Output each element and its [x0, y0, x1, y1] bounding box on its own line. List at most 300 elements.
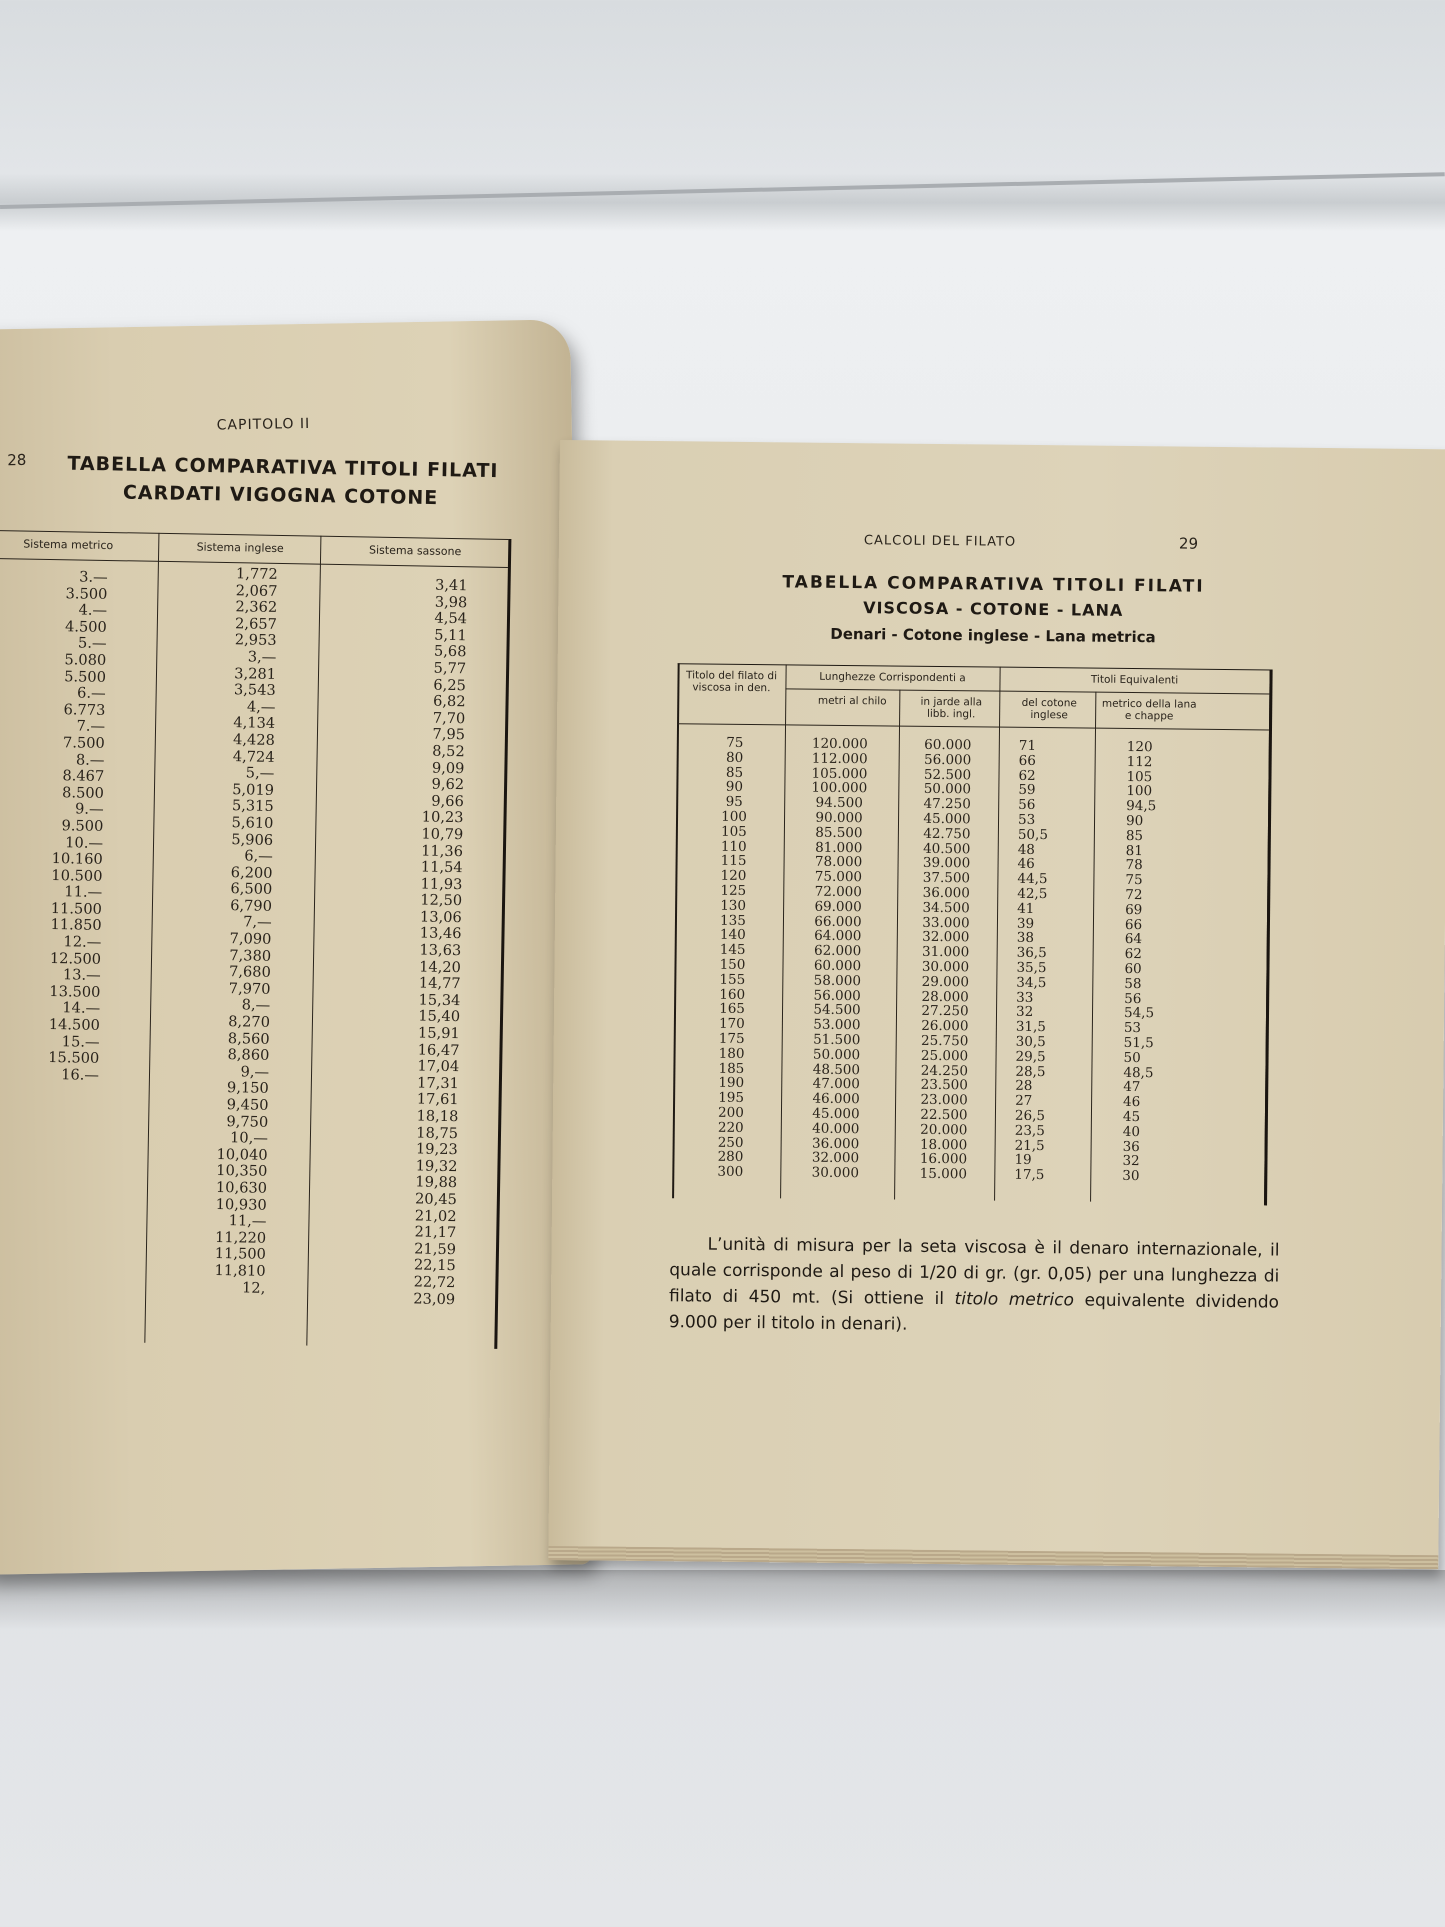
- table-cell: 23.000: [920, 1091, 968, 1109]
- table-cell: 11,93: [420, 875, 463, 893]
- table-cell: 50,5: [1017, 826, 1049, 843]
- col-header-inglese: Sistema inglese: [196, 540, 284, 556]
- table-cell: 4,134: [233, 714, 276, 733]
- column-divider: [306, 536, 321, 1346]
- table-cell: 26.000: [921, 1017, 969, 1035]
- backdrop-edge: [0, 172, 1445, 209]
- col-header-titoli-equivalenti: Titoli Equivalenti: [1090, 673, 1179, 687]
- table-cell: 2,067: [235, 581, 278, 600]
- table-cell: 59: [1018, 782, 1036, 799]
- table-cell: 27: [1015, 1092, 1033, 1110]
- table-cell: 54,5: [1123, 1005, 1155, 1022]
- table-cell: 17,04: [417, 1057, 460, 1076]
- table-cell: 30.000: [811, 1164, 860, 1182]
- table-cell: 60.000: [924, 736, 972, 754]
- table-cell: 9,450: [226, 1096, 269, 1114]
- table-cell: 23.500: [920, 1077, 968, 1094]
- table-cell: 33.000: [922, 914, 970, 931]
- table-cell: 53: [1123, 1020, 1142, 1037]
- table-cell: 21,17: [414, 1223, 457, 1242]
- table-cell: 300: [717, 1163, 744, 1181]
- table-cell: 36: [1122, 1138, 1140, 1155]
- table-cell: 75: [726, 734, 744, 751]
- table-cell: 8.467: [62, 767, 105, 786]
- table-cell: 33: [1016, 989, 1034, 1006]
- table-cell: 12,: [241, 1278, 266, 1297]
- right-table-subtitle: VISCOSA - COTONE - LANA: [863, 598, 1124, 620]
- right-table-title: TABELLA COMPARATIVA TITOLI FILATI: [782, 572, 1205, 597]
- table-border: [494, 539, 511, 1349]
- table-cell: 280: [717, 1149, 744, 1166]
- table-cell: 85: [1125, 827, 1144, 844]
- table-cell: 78.000: [814, 854, 863, 871]
- table-cell: 16,47: [417, 1041, 460, 1059]
- table-cell: 60.000: [813, 957, 862, 975]
- table-cell: 48: [1017, 841, 1036, 858]
- table-cell: 6,—: [244, 847, 273, 865]
- table-cell: 32: [1015, 1004, 1034, 1021]
- col-header-jarde: in jarde alla libb. ingl.: [920, 695, 983, 721]
- table-cell: 190: [718, 1075, 745, 1092]
- table-cell: 10,350: [216, 1162, 268, 1181]
- table-cell: 9.500: [61, 817, 104, 835]
- left-page-number: 28: [7, 450, 27, 470]
- table-cell: 40.000: [812, 1120, 860, 1137]
- table-cell: 40.500: [923, 840, 971, 857]
- table-cell: 10,930: [215, 1195, 267, 1214]
- table-cell: 7,090: [229, 930, 272, 948]
- table-cell: 6,25: [433, 676, 466, 694]
- column-cotone: [1002, 739, 1089, 1184]
- table-cell: 2,657: [234, 614, 278, 633]
- table-cell: 50.000: [923, 781, 972, 798]
- table-cell: 6.773: [63, 700, 106, 719]
- table-cell: 94,5: [1126, 798, 1157, 815]
- table-cell: 62: [1124, 946, 1142, 963]
- table-cell: 112: [1126, 753, 1153, 771]
- table-cell: 19,23: [415, 1140, 458, 1159]
- table-cell: 90.000: [815, 809, 863, 827]
- table-cell: 25.000: [920, 1047, 969, 1065]
- table-cell: 5,—: [245, 764, 275, 783]
- table-cell: 7,—: [242, 913, 272, 932]
- table-cell: 39: [1016, 915, 1035, 932]
- table-cell: 180: [718, 1045, 745, 1062]
- table-cell: 18,18: [416, 1107, 459, 1126]
- left-comparison-table: [0, 530, 528, 1349]
- table-cell: 15,40: [418, 1007, 461, 1026]
- table-cell: 9,66: [431, 792, 464, 810]
- table-cell: 32.000: [811, 1149, 860, 1167]
- table-cell: 15,91: [417, 1024, 460, 1043]
- table-cell: 56.000: [923, 751, 972, 769]
- right-running-header: CALCOLI DEL FILATO: [863, 533, 1017, 550]
- table-cell: 44,5: [1017, 870, 1048, 888]
- table-cell: 10,79: [421, 825, 464, 844]
- table-cell: 29.000: [921, 973, 970, 991]
- table-cell: 4.—: [78, 601, 108, 620]
- table-cell: 5,610: [231, 814, 274, 832]
- table-cell: 9,62: [431, 775, 465, 794]
- table-cell: 35,5: [1016, 959, 1047, 977]
- table-cell: 3.500: [65, 584, 108, 603]
- table-cell: 10,040: [216, 1145, 268, 1164]
- table-cell: 16.—: [61, 1066, 100, 1084]
- table-cell: 46.000: [812, 1090, 860, 1108]
- table-cell: 3,98: [434, 593, 468, 611]
- table-cell: 66.000: [814, 913, 862, 930]
- table-cell: 7.500: [62, 734, 105, 752]
- table-cell: 4,724: [232, 747, 275, 766]
- table-cell: 8,560: [227, 1029, 270, 1048]
- table-cell: 53.000: [813, 1016, 861, 1034]
- table-cell: 45.000: [923, 810, 971, 828]
- table-cell: 11,220: [214, 1228, 267, 1247]
- table-cell: 120.000: [811, 735, 868, 753]
- table-cell: 41: [1017, 900, 1035, 917]
- table-cell: 11,54: [420, 858, 463, 877]
- table-cell: 165: [719, 1001, 746, 1018]
- table-cell: 72: [1125, 886, 1143, 904]
- table-cell: 8,860: [227, 1046, 270, 1065]
- table-cell: 52.500: [923, 766, 972, 783]
- explanatory-paragraph: [669, 1231, 1280, 1341]
- table-cell: 45: [1122, 1108, 1141, 1126]
- table-cell: 17,61: [416, 1090, 459, 1109]
- table-cell: 36.000: [811, 1135, 860, 1152]
- table-cell: 20,45: [414, 1190, 458, 1209]
- col-header-titolo: Titolo del filato di viscosa in den.: [685, 669, 778, 695]
- table-cell: 11,810: [214, 1261, 266, 1280]
- table-cell: 66: [1018, 752, 1036, 769]
- col-header-lana: metrico della lana e chappe: [1101, 697, 1197, 723]
- table-cell: 9,09: [431, 759, 465, 777]
- table-cell: 140: [719, 927, 746, 944]
- paragraph-italic-term: titolo metrico: [954, 1289, 1075, 1311]
- book-shadow: [0, 1570, 1445, 1630]
- table-cell: 3,281: [234, 664, 277, 683]
- table-cell: 47.000: [812, 1076, 860, 1093]
- table-cell: 5,315: [231, 797, 274, 816]
- table-cell: 130: [720, 897, 747, 914]
- table-cell: 72.000: [814, 883, 862, 901]
- table-cell: 13,46: [419, 924, 462, 943]
- table-cell: 81: [1125, 842, 1144, 859]
- table-cell: 6,790: [230, 897, 273, 915]
- table-cell: 160: [719, 986, 746, 1003]
- table-cell: 37.500: [922, 869, 971, 887]
- paragraph-text: L’unità di misura per la seta viscosa è il denaro internazionale, il quale corrisponde al peso di 1/20 di gr. (gr. 0,05) per una lunghezza di filato di 450 mt. (Si ottiene il: [668, 1234, 1280, 1310]
- table-cell: 9.—: [74, 800, 104, 819]
- table-cell: 27.250: [921, 1003, 969, 1020]
- table-cell: 13,06: [419, 908, 462, 927]
- left-table-subtitle: CARDATI VIGOGNA COTONE: [122, 481, 439, 510]
- table-cell: 145: [719, 941, 746, 959]
- right-page: [548, 440, 1445, 1569]
- table-cell: 150: [719, 956, 746, 973]
- table-cell: 30: [1122, 1168, 1140, 1185]
- table-cell: 10.160: [51, 850, 103, 869]
- column-lana: [1122, 740, 1197, 1185]
- table-cell: 5,77: [433, 659, 467, 678]
- table-cell: 22,72: [413, 1273, 456, 1292]
- col-header-metri: metri al chilo: [817, 694, 887, 708]
- table-cell: 80: [726, 749, 744, 766]
- table-cell: 51,5: [1123, 1034, 1154, 1052]
- table-cell: 90: [725, 779, 744, 796]
- table-cell: 4,428: [232, 731, 276, 749]
- column-metri: [790, 736, 885, 1181]
- table-cell: 13.—: [62, 966, 101, 985]
- table-cell: 7,95: [432, 726, 466, 744]
- left-table-title: TABELLA COMPARATIVA TITOLI FILATI: [67, 452, 499, 483]
- table-cell: 40: [1122, 1123, 1141, 1140]
- table-cell: 4,54: [434, 609, 468, 628]
- table-cell: 85.500: [815, 824, 863, 841]
- table-cell: 71: [1018, 737, 1037, 755]
- table-cell: 50: [1123, 1049, 1141, 1066]
- table-cell: 62.000: [813, 942, 862, 960]
- table-cell: 10.—: [65, 833, 104, 852]
- table-cell: 11.—: [64, 883, 103, 902]
- table-cell: 46: [1123, 1094, 1141, 1111]
- table-cell: 12,50: [420, 891, 463, 910]
- table-cell: 135: [720, 912, 746, 929]
- table-cell: 17,31: [416, 1074, 460, 1092]
- paragraph-text-end: equivalente dividendo 9.000 per il titolo in denari).: [668, 1290, 1280, 1335]
- table-cell: 100.000: [811, 780, 868, 797]
- table-cell: 13.500: [49, 982, 101, 1001]
- column-inglese: [155, 565, 278, 1297]
- table-cell: 10,23: [421, 808, 464, 827]
- table-cell: 64: [1124, 931, 1143, 948]
- table-cell: 115: [720, 853, 747, 870]
- table-cell: 12.—: [63, 933, 102, 951]
- table-cell: 31,5: [1015, 1018, 1047, 1036]
- table-cell: 23,09: [413, 1289, 456, 1308]
- table-cell: 8.—: [75, 750, 105, 769]
- table-cell: 105: [720, 823, 747, 840]
- table-cell: 81.000: [815, 839, 863, 856]
- page-stack-edge: [548, 1546, 1438, 1569]
- table-cell: 14,20: [419, 958, 462, 976]
- table-cell: 120: [1126, 738, 1153, 756]
- table-cell: 5,906: [231, 830, 274, 849]
- table-cell: 94.500: [815, 794, 863, 812]
- table-cell: 200: [717, 1104, 744, 1121]
- col-header-metrico: Sistema metrico: [23, 537, 114, 553]
- table-cell: 11.500: [50, 899, 103, 918]
- col-header-lunghezze: Lunghezze Corrispondenti a: [819, 670, 966, 685]
- table-cell: 11,500: [214, 1245, 267, 1264]
- table-cell: 50.000: [812, 1046, 861, 1063]
- table-cell: 6,82: [432, 692, 466, 711]
- table-cell: 58.000: [813, 972, 862, 989]
- table-cell: 6,500: [230, 880, 273, 899]
- table-cell: 60: [1124, 960, 1142, 978]
- table-cell: 6,200: [230, 863, 273, 882]
- table-cell: 14,77: [418, 974, 461, 993]
- table-cell: 36.000: [922, 884, 970, 902]
- table-cell: 3,—: [247, 648, 277, 666]
- table-cell: 75: [1125, 872, 1143, 889]
- table-cell: 5,68: [433, 643, 467, 661]
- table-cell: 7,70: [432, 709, 466, 727]
- table-cell: 75.000: [814, 868, 863, 886]
- table-cell: 26,5: [1014, 1107, 1046, 1125]
- table-cell: 54.500: [813, 1002, 861, 1019]
- table-cell: 14.500: [48, 1016, 101, 1034]
- table-cell: 8,270: [228, 1013, 271, 1031]
- table-cell: 9,150: [226, 1079, 269, 1098]
- table-cell: 15.500: [48, 1049, 100, 1068]
- table-cell: 4,—: [246, 698, 276, 716]
- column-denari: [700, 736, 765, 1181]
- table-cell: 48.500: [812, 1061, 861, 1078]
- table-cell: 9,—: [240, 1063, 270, 1081]
- table-cell: 125: [720, 882, 747, 899]
- table-cell: 22,15: [413, 1256, 456, 1275]
- table-cell: 69.000: [814, 898, 862, 915]
- table-cell: 34,5: [1016, 974, 1047, 991]
- table-cell: 4.500: [64, 618, 107, 636]
- table-cell: 62: [1018, 767, 1036, 784]
- table-cell: 250: [717, 1134, 744, 1151]
- table-cell: 58: [1124, 975, 1142, 992]
- table-cell: 100: [721, 808, 748, 825]
- table-cell: 105.000: [811, 765, 868, 782]
- table-cell: 175: [718, 1030, 745, 1047]
- table-cell: 11,36: [421, 841, 464, 860]
- right-table-caption: Denari - Cotone inglese - Lana metrica: [830, 624, 1156, 647]
- table-cell: 47.250: [923, 796, 971, 813]
- table-cell: 6.—: [76, 684, 106, 703]
- table-cell: 53: [1017, 811, 1036, 828]
- right-page-number: 29: [1178, 534, 1199, 553]
- table-cell: 34.500: [922, 899, 970, 917]
- table-cell: 24.250: [920, 1062, 969, 1079]
- table-cell: 7,970: [228, 979, 271, 998]
- table-cell: 25.750: [921, 1032, 969, 1050]
- table-cell: 51.500: [813, 1031, 861, 1049]
- table-cell: 21,59: [414, 1240, 457, 1258]
- table-cell: 12.500: [49, 949, 102, 968]
- table-cell: 155: [719, 971, 746, 988]
- viscosa-comparison-table: [672, 663, 1278, 1209]
- table-cell: 195: [718, 1089, 745, 1107]
- table-cell: 69: [1125, 901, 1143, 918]
- table-cell: 21,02: [414, 1206, 457, 1225]
- table-cell: 32: [1122, 1153, 1140, 1170]
- table-cell: 47: [1123, 1079, 1141, 1096]
- table-cell: 8,52: [432, 742, 465, 761]
- table-cell: 170: [718, 1015, 745, 1033]
- table-cell: 13,63: [419, 941, 462, 960]
- table-cell: 5,019: [232, 780, 275, 799]
- table-cell: 8,—: [241, 996, 271, 1015]
- table-cell: 38: [1016, 930, 1035, 947]
- table-cell: 120: [720, 867, 747, 885]
- table-cell: 42.750: [923, 825, 971, 843]
- table-cell: 85: [725, 764, 744, 781]
- table-cell: 15.—: [61, 1032, 100, 1051]
- column-sassone: [345, 576, 468, 1308]
- table-cell: 10,630: [215, 1178, 268, 1197]
- table-cell: 23,5: [1014, 1122, 1045, 1139]
- table-cell: 220: [717, 1119, 744, 1136]
- table-cell: 36,5: [1016, 944, 1047, 962]
- table-cell: 7.—: [76, 717, 106, 736]
- table-cell: 56.000: [813, 987, 861, 1004]
- table-cell: 5,11: [434, 626, 467, 645]
- table-cell: 9,750: [226, 1112, 269, 1131]
- table-cell: 16.000: [919, 1151, 968, 1168]
- table-cell: 95: [725, 793, 743, 811]
- table-cell: 30,5: [1015, 1033, 1046, 1051]
- table-cell: 28: [1015, 1078, 1033, 1095]
- table-cell: 5.080: [64, 651, 107, 669]
- column-jarde: [898, 738, 993, 1183]
- table-cell: 2,953: [234, 631, 277, 650]
- table-cell: 10.500: [51, 866, 103, 885]
- table-cell: 31.000: [921, 943, 970, 961]
- table-cell: 56: [1124, 990, 1142, 1007]
- left-running-header: CAPITOLO II: [216, 415, 311, 434]
- table-cell: 42,5: [1017, 885, 1048, 903]
- table-cell: 19,88: [415, 1173, 458, 1192]
- table-cell: 90: [1125, 812, 1144, 830]
- table-cell: 110: [720, 838, 747, 855]
- table-cell: 5.500: [64, 667, 107, 686]
- table-cell: 105: [1126, 768, 1153, 785]
- table-cell: 100: [1126, 783, 1153, 800]
- table-cell: 14.—: [62, 999, 101, 1018]
- table-cell: 8.500: [61, 783, 105, 802]
- table-cell: 78: [1125, 857, 1143, 874]
- table-cell: 18,75: [416, 1124, 459, 1142]
- table-cell: 11.850: [50, 916, 102, 935]
- table-cell: 30.000: [921, 958, 970, 976]
- table-cell: 45.000: [812, 1105, 860, 1123]
- table-cell: 39.000: [922, 855, 971, 872]
- table-cell: 21,5: [1014, 1137, 1045, 1154]
- table-cell: 3,41: [434, 576, 468, 595]
- left-page: [0, 319, 592, 1574]
- table-cell: 46: [1017, 856, 1035, 873]
- table-cell: 112.000: [811, 750, 868, 768]
- table-cell: 7,380: [229, 946, 272, 965]
- col-header-sassone: Sistema sassone: [368, 543, 462, 559]
- table-cell: 64.000: [814, 928, 862, 945]
- col-header-cotone: del cotone inglese: [1021, 696, 1077, 722]
- column-metrico: [0, 568, 108, 1084]
- table-cell: 56: [1018, 797, 1036, 814]
- table-cell: 11,—: [228, 1212, 267, 1230]
- table-cell: 48,5: [1123, 1064, 1154, 1081]
- table-cell: 19,32: [415, 1157, 458, 1175]
- table-cell: 28,5: [1015, 1063, 1046, 1080]
- table-cell: 17,5: [1014, 1166, 1045, 1184]
- table-cell: 22.500: [920, 1106, 968, 1124]
- table-cell: 28.000: [921, 988, 969, 1005]
- table-cell: 29,5: [1015, 1048, 1046, 1065]
- table-cell: 2,362: [235, 598, 278, 617]
- table-cell: 32.000: [922, 929, 970, 946]
- table-cell: 66: [1124, 916, 1143, 933]
- table-cell: 19: [1014, 1152, 1032, 1169]
- table-cell: 10,—: [229, 1129, 269, 1148]
- table-cell: 20.000: [920, 1121, 968, 1139]
